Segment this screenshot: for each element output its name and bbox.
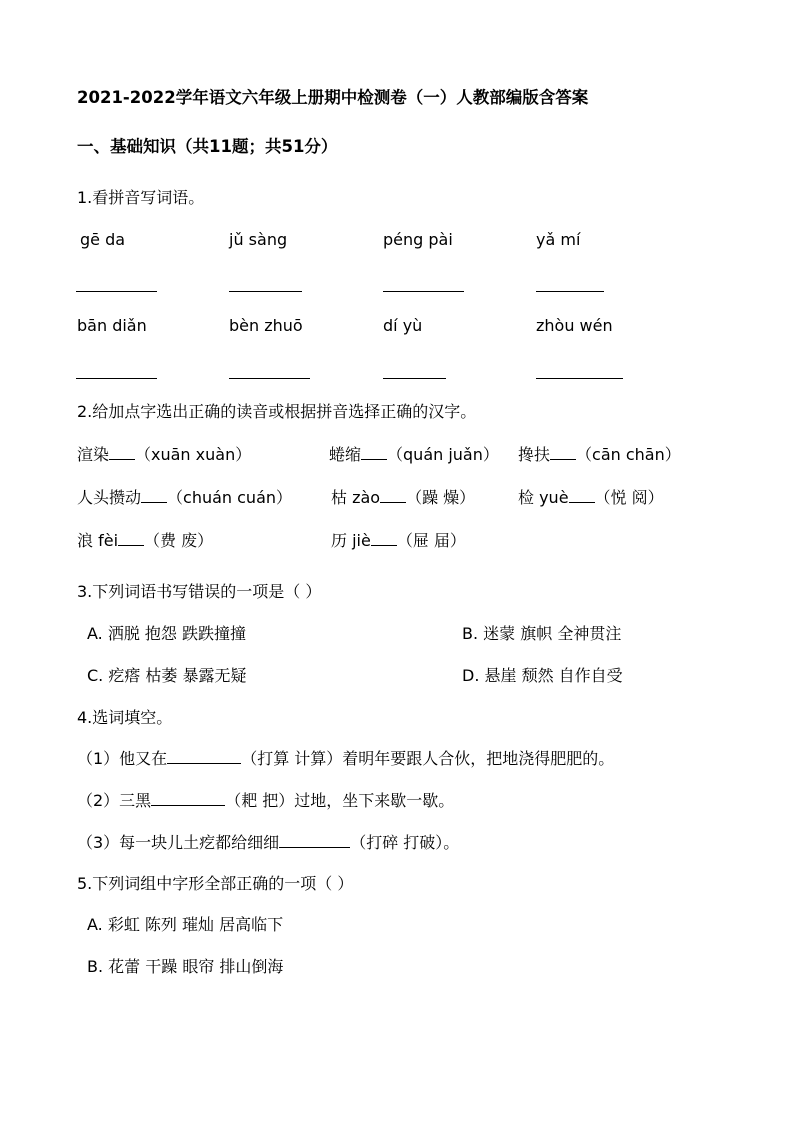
q2-word: 检 yuè bbox=[518, 488, 569, 507]
answer-line[interactable] bbox=[536, 378, 623, 379]
q4-text: （2）三黑 bbox=[77, 791, 152, 810]
q2-item-g bbox=[77, 530, 213, 552]
q2-item-a bbox=[77, 444, 251, 466]
q2-word: 历 jiè bbox=[331, 531, 371, 550]
pinyin-1-3: péng pài bbox=[383, 230, 453, 249]
q2-options: （xuān xuàn） bbox=[135, 445, 252, 464]
answer-line[interactable] bbox=[383, 291, 464, 292]
pinyin-1-2: jǔ sàng bbox=[229, 230, 288, 249]
pinyin-2-3: dí yù bbox=[383, 316, 423, 335]
q3-option-c[interactable]: C. 疙瘩 枯萎 暴露无疑 bbox=[87, 666, 247, 685]
answer-blank[interactable] bbox=[118, 531, 144, 546]
q2-item-e bbox=[331, 487, 475, 509]
q4-sentence-2 bbox=[77, 790, 454, 812]
answer-line[interactable] bbox=[76, 378, 157, 379]
q3-option-a[interactable]: A. 洒脱 抱怨 跌跌撞撞 bbox=[87, 624, 247, 643]
answer-blank[interactable] bbox=[371, 531, 397, 546]
q5-option-b[interactable]: B. 花蕾 干躁 眼帘 排山倒海 bbox=[87, 957, 284, 976]
q2-options: （费 废） bbox=[144, 531, 214, 550]
q3-option-b[interactable]: B. 迷蒙 旗帜 全神贯注 bbox=[462, 624, 622, 643]
q4-sentence-3 bbox=[77, 832, 459, 854]
answer-line[interactable] bbox=[229, 291, 302, 292]
q2-options: （quán juǎn） bbox=[387, 445, 499, 464]
answer-line[interactable] bbox=[229, 378, 310, 379]
q4-text: （3）每一块儿土疙都给细细 bbox=[77, 833, 280, 852]
q2-options: （悦 阅） bbox=[594, 488, 664, 507]
q2-word: 枯 zào bbox=[331, 488, 381, 507]
q3-option-d[interactable]: D. 悬崖 颓然 自作自受 bbox=[462, 666, 623, 685]
answer-blank[interactable] bbox=[550, 445, 576, 460]
q2-options: （屉 届） bbox=[396, 531, 466, 550]
pinyin-1-1: gē da bbox=[80, 230, 126, 249]
answer-blank[interactable] bbox=[141, 488, 167, 503]
pinyin-2-4: zhòu wén bbox=[536, 316, 613, 335]
question-1-prompt: 1.看拼音写词语。 bbox=[77, 188, 205, 207]
q2-options: （chuán cuán） bbox=[167, 488, 293, 507]
q2-word: 人头攒动 bbox=[77, 488, 142, 507]
answer-blank[interactable] bbox=[151, 791, 225, 806]
pinyin-1-4: yǎ mí bbox=[536, 230, 581, 249]
q2-item-d bbox=[77, 487, 292, 509]
q2-word: 浪 fèi bbox=[77, 531, 119, 550]
q2-item-f bbox=[518, 487, 664, 509]
answer-blank[interactable] bbox=[361, 445, 387, 460]
question-4-prompt: 4.选词填空。 bbox=[77, 708, 173, 727]
q5-option-a[interactable]: A. 彩虹 陈列 璀灿 居高临下 bbox=[87, 915, 284, 934]
pinyin-2-1: bān diǎn bbox=[77, 316, 147, 335]
q2-item-h bbox=[331, 530, 466, 552]
section-heading: 一、基础知识（共11题；共51分） bbox=[77, 137, 338, 156]
answer-line[interactable] bbox=[383, 378, 446, 379]
q2-word: 搀扶 bbox=[518, 445, 551, 464]
q4-sentence-1 bbox=[77, 748, 614, 770]
q2-item-b bbox=[329, 444, 499, 466]
answer-blank[interactable] bbox=[569, 488, 595, 503]
answer-blank[interactable] bbox=[380, 488, 406, 503]
q2-options: （cān chān） bbox=[576, 445, 681, 464]
answer-blank[interactable] bbox=[109, 445, 135, 460]
answer-blank[interactable] bbox=[279, 833, 350, 848]
pinyin-2-2: bèn zhuō bbox=[229, 316, 303, 335]
q4-text: （打碎 打破）。 bbox=[350, 833, 460, 852]
q2-options: （躁 燥） bbox=[406, 488, 476, 507]
q2-item-c bbox=[518, 444, 681, 466]
question-5-prompt: 5.下列词组中字形全部正确的一项（ ） bbox=[77, 874, 354, 893]
q4-text: （打算 计算）着明年要跟人合伙，把地浇得肥肥的。 bbox=[241, 749, 615, 768]
answer-line[interactable] bbox=[76, 291, 157, 292]
q2-word: 渲染 bbox=[77, 445, 110, 464]
q4-text: （耙 把）过地，坐下来歇一歇。 bbox=[225, 791, 455, 810]
q2-word: 蜷缩 bbox=[329, 445, 362, 464]
question-2-prompt: 2.给加点字选出正确的读音或根据拼音选择正确的汉字。 bbox=[77, 402, 477, 421]
question-3-prompt: 3.下列词语书写错误的一项是（ ） bbox=[77, 582, 322, 601]
q4-text: （1）他又在 bbox=[77, 749, 168, 768]
page-title: 2021-2022学年语文六年级上册期中检测卷（一）人教部编版含答案 bbox=[77, 88, 589, 107]
answer-line[interactable] bbox=[536, 291, 604, 292]
answer-blank[interactable] bbox=[167, 749, 241, 764]
